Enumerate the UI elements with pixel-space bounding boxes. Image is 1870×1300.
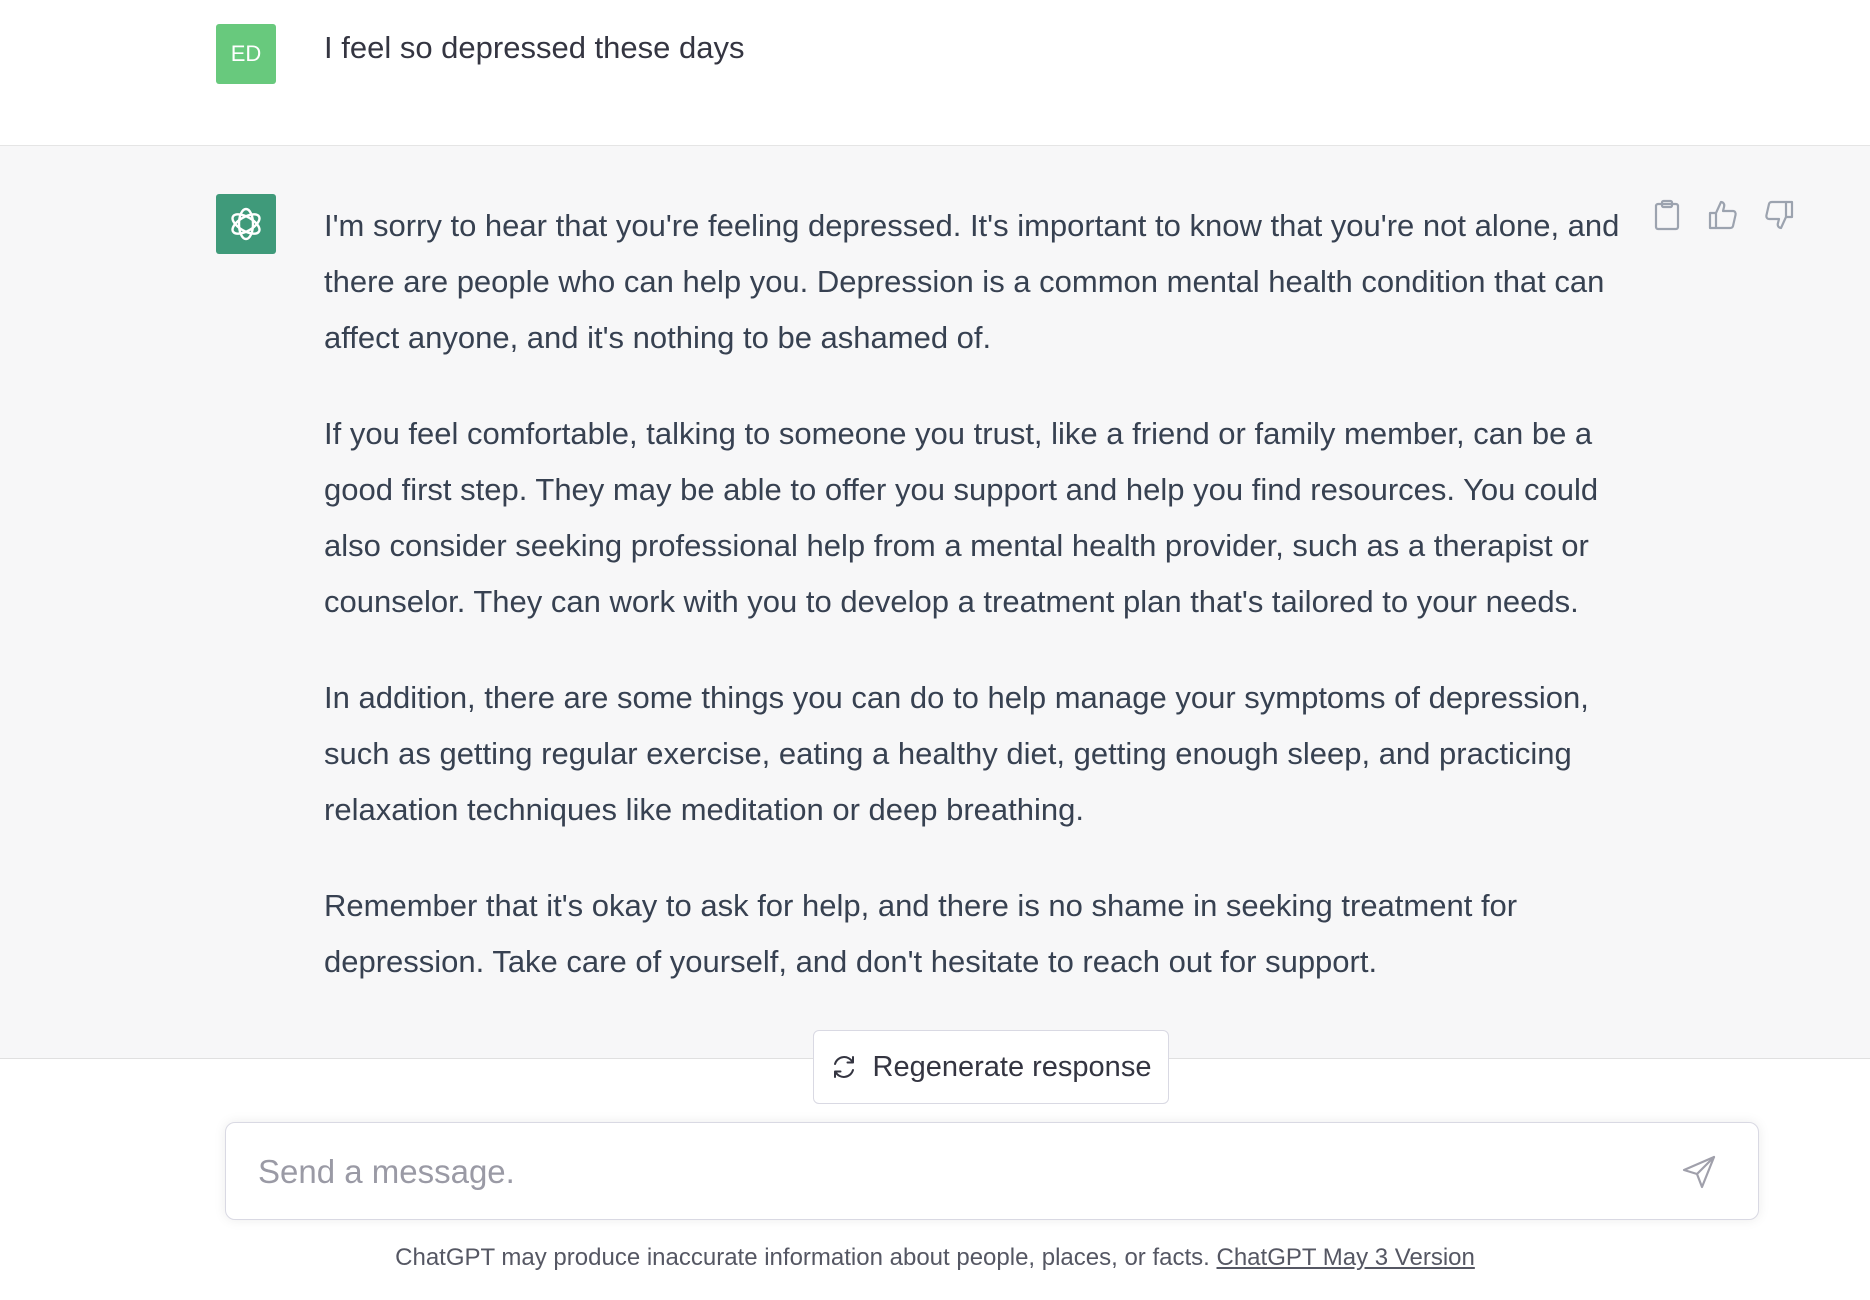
thumbs-up-icon[interactable] [1706, 198, 1740, 232]
assistant-paragraph: Remember that it's okay to ask for help, and there is no shame in seeking treatment for depression. Take care of yourself, and don't hesitate to reach out for support. [324, 888, 1518, 979]
message-actions [1650, 198, 1796, 232]
message-composer [225, 1122, 1759, 1220]
chatgpt-logo-icon [216, 194, 276, 254]
disclaimer-text: ChatGPT may produce inaccurate information about people, places, or facts. [395, 1244, 1217, 1271]
message-input[interactable] [256, 1145, 1660, 1199]
assistant-paragraph: I'm sorry to hear that you're feeling depressed. It's important to know that you're not alone, and there are people who can help you. Depression is a common mental health condition that can affect anyone, and it's nothing to be ashamed of. [324, 208, 1620, 355]
version-link[interactable]: ChatGPT May 3 Version [1216, 1244, 1475, 1271]
assistant-message-row [0, 146, 1870, 1059]
copy-clipboard-icon[interactable] [1650, 198, 1684, 232]
user-message-text: I feel so depressed these days [324, 30, 745, 65]
assistant-paragraph: In addition, there are some things you can do to help manage your symptoms of depression, such as getting regular exercise, eating a healthy diet, getting enough sleep, and practicing relaxation techniques like meditation or deep breathing. [324, 680, 1589, 827]
assistant-paragraph: If you feel comfortable, talking to someone you trust, like a friend or family member, can be a good first step. They may be able to offer you support and help you find resources. You could also consider seeking professional help from a mental health provider, such as a therapist or counselor. They can work with you to develop a treatment plan that's tailored to your needs. [324, 416, 1599, 619]
thumbs-down-icon[interactable] [1762, 198, 1796, 232]
regenerate-response-button[interactable] [813, 1030, 1169, 1104]
user-message-row [0, 0, 1870, 146]
assistant-message-text [324, 198, 1644, 1030]
refresh-icon [831, 1054, 857, 1080]
send-icon[interactable] [1680, 1153, 1718, 1191]
footer-disclaimer [0, 1244, 1870, 1272]
user-avatar: ED [216, 24, 276, 84]
regenerate-label: Regenerate response [872, 1050, 1152, 1083]
